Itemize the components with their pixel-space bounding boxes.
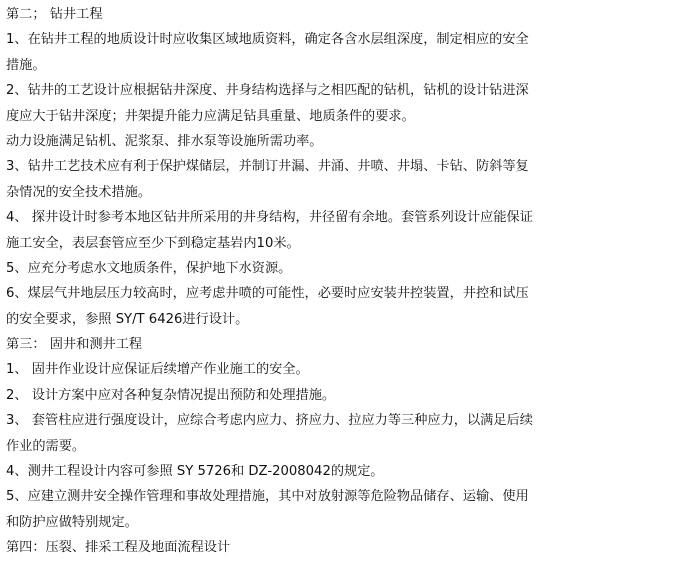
section-heading-cementing-logging: 第三： 固井和测井工程 bbox=[6, 337, 143, 353]
paragraph-line: 作业的需要。 bbox=[6, 438, 86, 454]
paragraph-line: 4、 探井设计时参考本地区钻井所采用的井身结构，井径留有余地。套管系列设计应能保证 bbox=[6, 210, 533, 226]
section-heading-drilling: 第二； 钻井工程 bbox=[6, 7, 103, 22]
paragraph-line: 施工安全，表层套管应至少下到稳定基岩内10米。 bbox=[6, 235, 300, 251]
paragraph-line: 度应大于钻井深度；井架提升能力应满足钻具重量、地质条件的要求。 bbox=[6, 108, 415, 124]
paragraph-line: 2、钻井的工艺设计应根据钻井深度、井身结构选择与之相匹配的钻机，钻机的设计钻进深 bbox=[6, 83, 529, 99]
paragraph-line: 的安全要求，参照 SY/T 6426进行设计。 bbox=[6, 311, 249, 327]
paragraph-line: 5、应充分考虑水文地质条件，保护地下水资源。 bbox=[6, 260, 292, 276]
paragraph-line: 杂情况的安全技术措施。 bbox=[6, 184, 152, 200]
paragraph-line: 2、 设计方案中应对各种复杂情况提出预防和处理措施。 bbox=[6, 387, 336, 403]
paragraph-line: 3、钻井工艺技术应有利于保护煤储层，并制订井漏、井涌、井喷、井塌、卡钻、防斜等复 bbox=[6, 159, 529, 175]
paragraph-line: 1、在钻井工程的地质设计时应收集区域地质资料，确定各含水层组深度，制定相应的安全 bbox=[6, 32, 529, 48]
paragraph-line: 5、应建立测井安全操作管理和事故处理措施，其中对放射源等危险物品储存、运输、使用 bbox=[6, 489, 529, 505]
paragraph-line: 措施。 bbox=[6, 57, 46, 73]
paragraph-line: 6、煤层气井地层压力较高时，应考虑井喷的可能性，必要时应安装井控装置，井控和试压 bbox=[6, 286, 529, 302]
paragraph-line: 动力设施满足钻机、泥浆泵、排水泵等设施所需功率。 bbox=[6, 133, 323, 149]
paragraph-line: 和防护应做特别规定。 bbox=[6, 514, 138, 530]
document-body bbox=[6, 2, 674, 561]
paragraph-line: 4、测井工程设计内容可参照 SY 5726和 DZ-2008042的规定。 bbox=[6, 464, 384, 480]
section-heading-fracturing: 第四：压裂、排采工程及地面流程设计 bbox=[6, 540, 231, 556]
paragraph-line: 1、 固井作业设计应保证后续增产作业施工的安全。 bbox=[6, 362, 309, 378]
paragraph-line: 3、 套管柱应进行强度设计，应综合考虑内应力、挤应力、拉应力等三种应力，以满足后续 bbox=[6, 413, 533, 429]
